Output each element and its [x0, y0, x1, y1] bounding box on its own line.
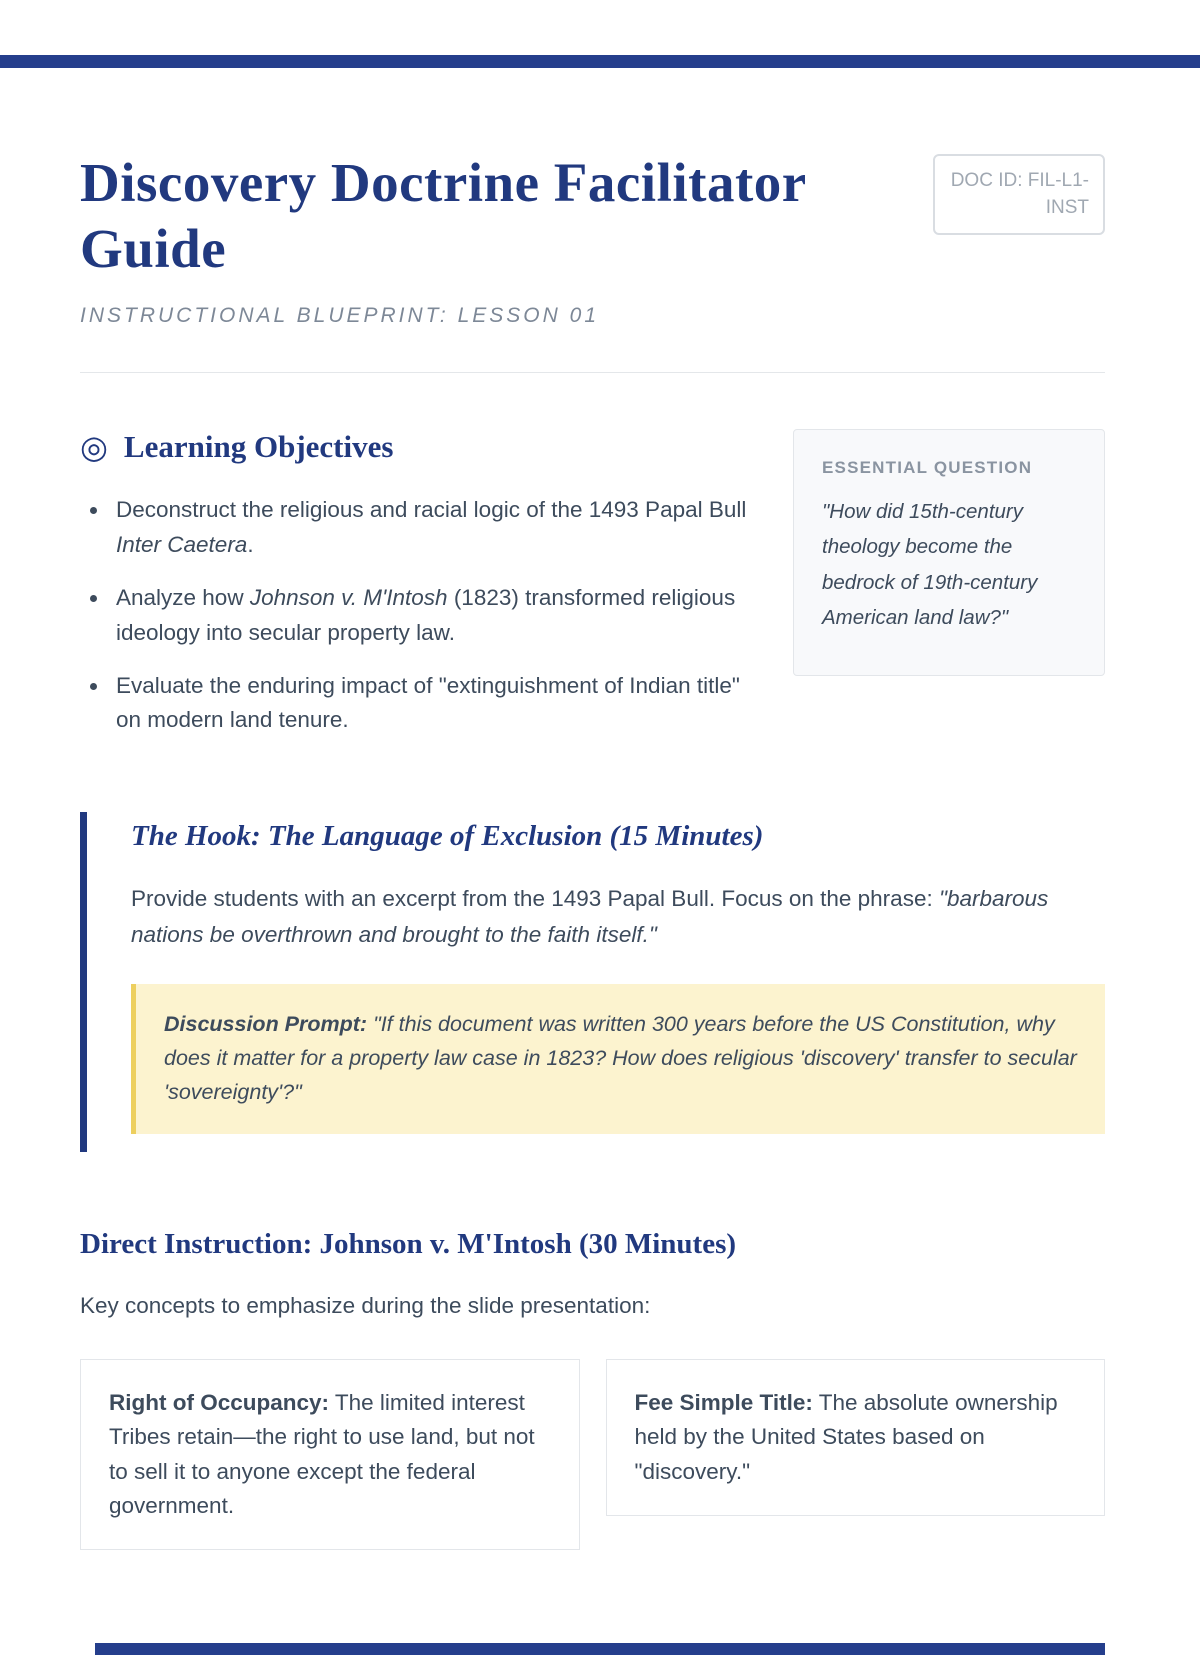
objectives-section	[80, 429, 1105, 738]
concept-card-text: The absolute ownership held by the United States based on "discovery."	[634, 1390, 1058, 1484]
document-subtitle: INSTRUCTIONAL BLUEPRINT: LESSON 01	[80, 304, 599, 327]
concept-cards-row	[80, 1359, 1105, 1550]
objectives-heading	[80, 429, 755, 465]
objectives-list	[80, 493, 755, 738]
objective-item: • Evaluate the enduring impact of "extinguishment of Indian title" on modern land tenure.	[110, 669, 755, 739]
direct-instruction-heading: Direct Instruction: Johnson v. M'Intosh (30 Minutes)	[80, 1228, 737, 1261]
concept-card-fee-simple-title	[606, 1359, 1106, 1516]
page-content	[0, 150, 1200, 1550]
discussion-prompt-text: "If this document was written 300 years before the US Constitution, why does it matter for a property law case in 1823? How does religious 'discovery' transfer to secular 'sovereignty'?"	[164, 1012, 1077, 1105]
discussion-prompt-callout	[131, 984, 1105, 1134]
document-header	[80, 150, 1105, 282]
hook-section	[80, 812, 1105, 1152]
top-accent-bar	[0, 55, 1200, 68]
objective-item: • Deconstruct the religious and racial logic of the 1493 Papal Bull Inter Caetera.	[110, 493, 755, 563]
page-title: Discovery Doctrine Facilitator Guide	[80, 152, 806, 279]
bullseye-icon: ◎	[80, 428, 108, 466]
hook-heading: The Hook: The Language of Exclusion (15 Minutes)	[131, 820, 764, 853]
concept-card-right-of-occupancy	[80, 1359, 580, 1550]
essential-question-text: "How did 15th-century theology become the bedrock of 19th-century American land law?"	[822, 500, 1038, 629]
objectives-column	[80, 429, 755, 738]
essential-question-card	[793, 429, 1105, 676]
concept-card-text: The limited interest Tribes retain—the right to use land, but not to sell it to anyone except the federal government.	[109, 1390, 535, 1518]
discussion-prompt-label: Discussion Prompt:	[164, 1012, 368, 1037]
essential-question-label: ESSENTIAL QUESTION	[822, 458, 1033, 477]
footer-accent-bar	[95, 1643, 1105, 1655]
doc-id-badge: DOC ID: FIL-L1-INST	[933, 154, 1105, 235]
header-divider	[80, 372, 1105, 373]
concept-card-label: Fee Simple Title:	[634, 1390, 813, 1416]
hook-body: Provide students with an excerpt from the 1493 Papal Bull. Focus on the phrase: "barbarous nations be overthrown and brought to the faith itself."	[131, 886, 1049, 947]
hook-quote: "barbarous nations be overthrown and brought to the faith itself."	[131, 886, 1049, 947]
direct-instruction-intro: Key concepts to emphasize during the slide presentation:	[80, 1293, 651, 1319]
concept-card-label: Right of Occupancy:	[109, 1390, 330, 1416]
objectives-heading-label: Learning Objectives	[123, 429, 394, 464]
objective-item: • Analyze how Johnson v. M'Intosh (1823) transformed religious ideology into secular property law.	[110, 581, 755, 651]
